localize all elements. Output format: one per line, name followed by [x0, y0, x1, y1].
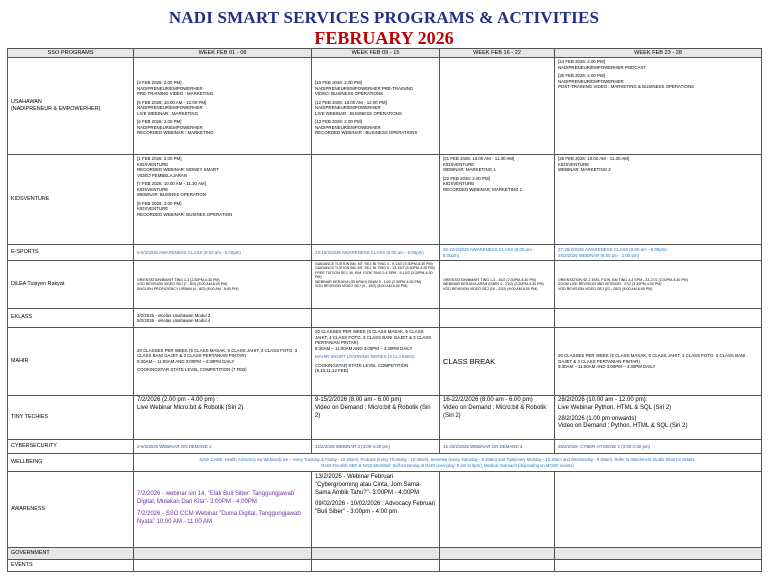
cell-wellbeing: NADI CARE: Health Advocacy via Webinar(Live – every Tuesday & Friday - 10.30am), Podcast (every Thursday - 10.30am), Senerise (every Saturday - 9.30am) and Tips(every Monday - 10.30am and Wednesday - 9.30am). Refer to attachment Studio Sihat for details. NADI-Flourish HER & NADI-MenWell: Self-screening at NADI (everyday: 8 am to 6pm), Medical Outreach (depending on MCMC events) — [134, 454, 762, 472]
row-wellbeing — [8, 454, 762, 472]
cell-eklass-w4 — [555, 309, 762, 328]
cell-mahir-w1: 20 CLASSES PER WEEK (5 CLASS MASAK, 5 CLASS JAHIT, 4 CLASS FOTO, 3 CLASS BANI GAJET & 3 CLASS PERTANIAN PINTAR) 9:30AM – 11:00AM AND 3:00PM – 4:30PM DAILY COOKINGSTAR STATE LEVEL COMPETITION (7 FEB) — [134, 328, 312, 396]
cell-tiny-w2: 9-15/2/2026 (8.00 am - 6.00 pm) Video on Demand : Micro:bit & Robotik (Siri 2) — [312, 396, 440, 440]
cell-government-w1 — [134, 548, 312, 560]
row-eklass — [8, 309, 762, 328]
row-label-esports: E-SPORTS — [8, 245, 134, 261]
page-title: NADI SMART SERVICES PROGRAMS & ACTIVITIES — [168, 8, 600, 27]
cell-esports-w1: 6-8/2/2026 AWARENESS CLASS (8.00 am - 6.00pm) — [134, 245, 312, 261]
cell-esports-w4: 27-28/2/2026 AWARENESS CLASS (8.00 am - 6.00pm) 28/2/2026 WEBINAR (8.00 pm - 1.00 pm) — [555, 245, 762, 261]
cell-cyber-w4: 25/2/2026- CYBER HYGIENE 2 (3:00-4:30 pm) — [555, 440, 762, 454]
cell-usahawan-w2: [10 FEB 2026: 2.00 PM] NADIPRENEUR/EMPOWERHER PRE-TRAINING VIDEO: BUSINESS OPERATIONS [12 FEB 2026: 10.00 AM - 12.00 PM] NADIPRENEUR/EMPOWERHER LIVE WEBINAR : BUSINESS OPERATIONS [13 FEB 2026: 2.00 PM] NADIPRENEUR/EMPOWERHER RECORDED WEBINAR : BUSINESS OPERATIONS — [312, 58, 440, 155]
row-esports — [8, 245, 762, 261]
cell-mahir-w3: CLASS BREAK — [440, 328, 555, 396]
cell-eklass-w2 — [312, 309, 440, 328]
row-label-mahir: MAHIR — [8, 328, 134, 396]
cell-tiny-w3: 16-22/2/2026 (8.00 am - 6.00 pm) Video on Demand : Micro:bit & Robotik (Siri 2) — [440, 396, 555, 440]
cell-dilea-w1: ORIENTATION/BM/MT TING 1-3 (2:30PM-4:30 PM) VOD REVISION VIDEO SEJ (7 - 8/2) (8:00 AM-6:00 PM) ENGLISH PROFICIENCY URBAN (4 - 8/2) (8:00 AM - 8:00 PM) — [134, 261, 312, 309]
cell-dilea-w4: ORIENTATION SEJ, ENG, FIZIK, BM TING 3-4 SPM - 23-27/2 (3:30PM-4:30 PM) ZOOM LIVE REVISION IIND SESSION - 27/2 (3:30PM-4:30 PM) VOD REVISION VIDEO SEJ (23 - 28/2) (8:00 AM-6:00 PM) — [555, 261, 762, 309]
cell-government-w4 — [555, 548, 762, 560]
cell-awareness-w3 — [440, 472, 555, 548]
cell-kidsventure-w2 — [312, 155, 440, 245]
row-label-events: EVENTS — [8, 560, 134, 572]
row-label-dilea: DiLEA Tuisyen Rakyat — [8, 261, 134, 309]
row-events — [8, 560, 762, 572]
cell-awareness-w1: 7/2/2026 - webinar siri 14, "Elak Buli Siber: Tanggungjawab Digital, Mulakan Dari Kita"- 3:00PM - 4:00PM 7/2/2026 - SSO CCM Webinar "Dunia Digital, Tanggungjawab Nyata" 10:00 AM - 11:00 AM — [134, 472, 312, 548]
cell-kidsventure-w3: [21 FEB 2026: 10.00 AM - 11.30 AM] KIDSVENTURE WEBINAR: MARKETING 1 [22 FEB 2026: 2.00 PM] KIDSVENTURE RECORDED WEBINAR: MARKETING 1 — [440, 155, 555, 245]
cell-kidsventure-w1: [1 FEB 2026: 2.00 PM] KIDSVENTURE RECORDED WEBINAR: MONEY SMART VIDEO PEMBELAJARAN [7 FEB 2026: 10.00 AM - 11.30 AM] KIDSVENTURE WEBINAR: BUSINES OPERATION [8 FEB 2026: 2.00 PM] KIDSVENTURE RECORDED WEBINAR: BUSINES OPERATION — [134, 155, 312, 245]
page-subtitle: FEBRUARY 2026 — [314, 28, 454, 48]
cell-tiny-w4: 28/2/2026 (10.00 am - 12.00 pm): Live Webinar Python, HTML & SQL (Siri 2) 28/2/2026 (1.00 pm onwards) Video on Demand : Python, HTML & SQL (Siri 2) — [555, 396, 762, 440]
cell-usahawan-w3 — [440, 58, 555, 155]
cell-events-w4 — [555, 560, 762, 572]
cell-events-w3 — [440, 560, 555, 572]
row-awareness — [8, 472, 762, 548]
row-cybersecurity — [8, 440, 762, 454]
row-label-usahawan: USAHAWAN (NADIPRENEUR & EMPOWERHER) — [8, 58, 134, 155]
row-label-eklass: EKLASS — [8, 309, 134, 328]
cell-eklass-w1: 3/2/2026 - eKelas Usahawan Modul 3 5/2/2026 - eKelas Usahawan Modul 4 — [134, 309, 312, 328]
cell-usahawan-w4: [24 FEB 2026: 2.00 PM] NADIPRENEUR/EMPOWERHER PODCAST [26 FEB 2026: 2.00 PM] NADIPRENEUR/EMPOWERHER POST-TRAINING VIDEO : MARKETING & BUSINESS OPERATIONS — [555, 58, 762, 155]
cell-cyber-w3: 16-20/2/2026 WEBINAR ON DEMAND 3 — [440, 440, 555, 454]
cell-awareness-w4 — [555, 472, 762, 548]
cell-awareness-w2: 13/2/2026 - Webinar Februari "Cybergrooming atau Cinta, Jom Sama-Sama Ambik Tahu?"- 3:00PM - 4:00PM 09/02/2026 - 10/02/2026 : Advocacy Februari "Buli Siber" - 3:00pm - 4:00 pm — [312, 472, 440, 548]
cell-cyber-w2: 12/2/2026 WEBINAR 3 (3:00-4:30 pm) — [312, 440, 440, 454]
row-label-cyber: CYBERSECURITY — [8, 440, 134, 454]
cell-kidsventure-w4: [28 FEB 2026: 10.00 AM - 11.30 AM] KIDSVENTURE WEBINAR: MARKETING 2 — [555, 155, 762, 245]
header-week-4: WEEK FEB 23 - 28 — [555, 49, 762, 58]
row-mahir — [8, 328, 762, 396]
cell-eklass-w3 — [440, 309, 555, 328]
cell-cyber-w1: 2-6/2/2026 WEBINAR ON DEMAND 2 — [134, 440, 312, 454]
row-label-kidsventure: KIDSVENTURE — [8, 155, 134, 245]
cell-esports-w2: 13-15/2/2026 AWARENESS CLASS (8.00 am - 6.00pm) — [312, 245, 440, 261]
cell-mahir-w2: 20 CLASSES PER WEEK (5 CLASS MASAK, 5 CLASS JAHIT, 4 CLASS FOTO, 3 CLASS BANI GAJET & 3 CLASS PERTANIAN PINTAR) 9:30AM – 11:00AM AND 3:00PM – 4:30PM DAILY MAHIR SHORT LEARNING SERIES (3 CLASSES) COOKINGSTAR STATE LEVEL COMPETITION (9,10,11,12 FEB) — [312, 328, 440, 396]
header-row — [8, 49, 762, 58]
cell-usahawan-w1: [3 FEB 2026: 2.00 PM] NADIPRENEUR/EMPOWERHER PRE-TRAINING VIDEO : MARKETING [5 FEB 2026: 10.00 AM - 12.00 PM] NADIPRENEUR/EMPOWERHER LIVE WEBINAR : MARKETING [6 FEB 2026: 2.00 PM] NADIPRENEUR/EMPOWERHER RECORDED WEBINAR : MARKETING — [134, 58, 312, 155]
programs-table — [7, 48, 762, 572]
row-dilea — [8, 261, 762, 309]
cell-events-w2 — [312, 560, 440, 572]
row-label-awareness: AWARENESS — [8, 472, 134, 548]
cell-events-w1 — [134, 560, 312, 572]
cell-dilea-w2: GUIDANCE TUITION BM, MT, SEJ, BI TING 4 - 9-13/2 (3:30PM-8:30 PM) GUIDANCE TUITION BM, MT, SEJ, BI TING 5 - 13-15/2 (3:30PM-4:30 PM) FREE TUITION SEJ, BI, KIM, FIZIK TING 5 4 SPM - 9-12/2 (3:30PM-4:30 PM) WEBINAR KERJAYA (ISI ARAH) ISNIN 9 - 14/2 (2:30PM-4:30 PM) VOD REVISION VIDEO SEJ (9 - 15/2) (8:00 AM-6:00 PM) — [312, 261, 440, 309]
cell-government-w2 — [312, 548, 440, 560]
header-programs: SSO PROGRAMS — [8, 49, 134, 58]
header-week-1: WEEK FEB 01 - 08 — [134, 49, 312, 58]
cell-government-w3 — [440, 548, 555, 560]
row-label-wellbeing: WELLBEING — [8, 454, 134, 472]
row-kidsventure — [8, 155, 762, 245]
row-tiny-techies — [8, 396, 762, 440]
cell-mahir-w4: 20 CLASSES PER WEEK (5 CLASS MASAK, 5 CLASS JAHIT, 4 CLASS FOTO, 3 CLASS BANI GAJET & 3 CLASS PERTANIAN PINTAR) 9:30AM – 11:00AM AND 3:00PM – 4:30PM DAILY — [555, 328, 762, 396]
row-label-government: GOVERNMENT — [8, 548, 134, 560]
row-government — [8, 548, 762, 560]
row-label-tiny: TINY TECHIES — [8, 396, 134, 440]
cell-esports-w3: 20-22/2/2026 AWARENESS CLASS (8.00 am - 6.00pm) — [440, 245, 555, 261]
cell-tiny-w1: 7/2/2026 (2.00 pm - 4.00 pm) : Live Webinar Micro:bit & Robotik (Siri 2) — [134, 396, 312, 440]
header-week-2: WEEK FEB 09 - 15 — [312, 49, 440, 58]
cell-dilea-w3: ORIENTATION/BM/MT TING 1-3 - 16/2 (2:30PM-4:30 PM) WEBINAR KERJAYA ARAH (ISNIN 4 - 21/2) (2:30PM-4:30 PM) VOD REVISION VIDEO SEJ (16 - 22/2) (8:00 AM-6:00 PM) — [440, 261, 555, 309]
header-week-3: WEEK FEB 16 - 22 — [440, 49, 555, 58]
row-usahawan — [8, 58, 762, 155]
